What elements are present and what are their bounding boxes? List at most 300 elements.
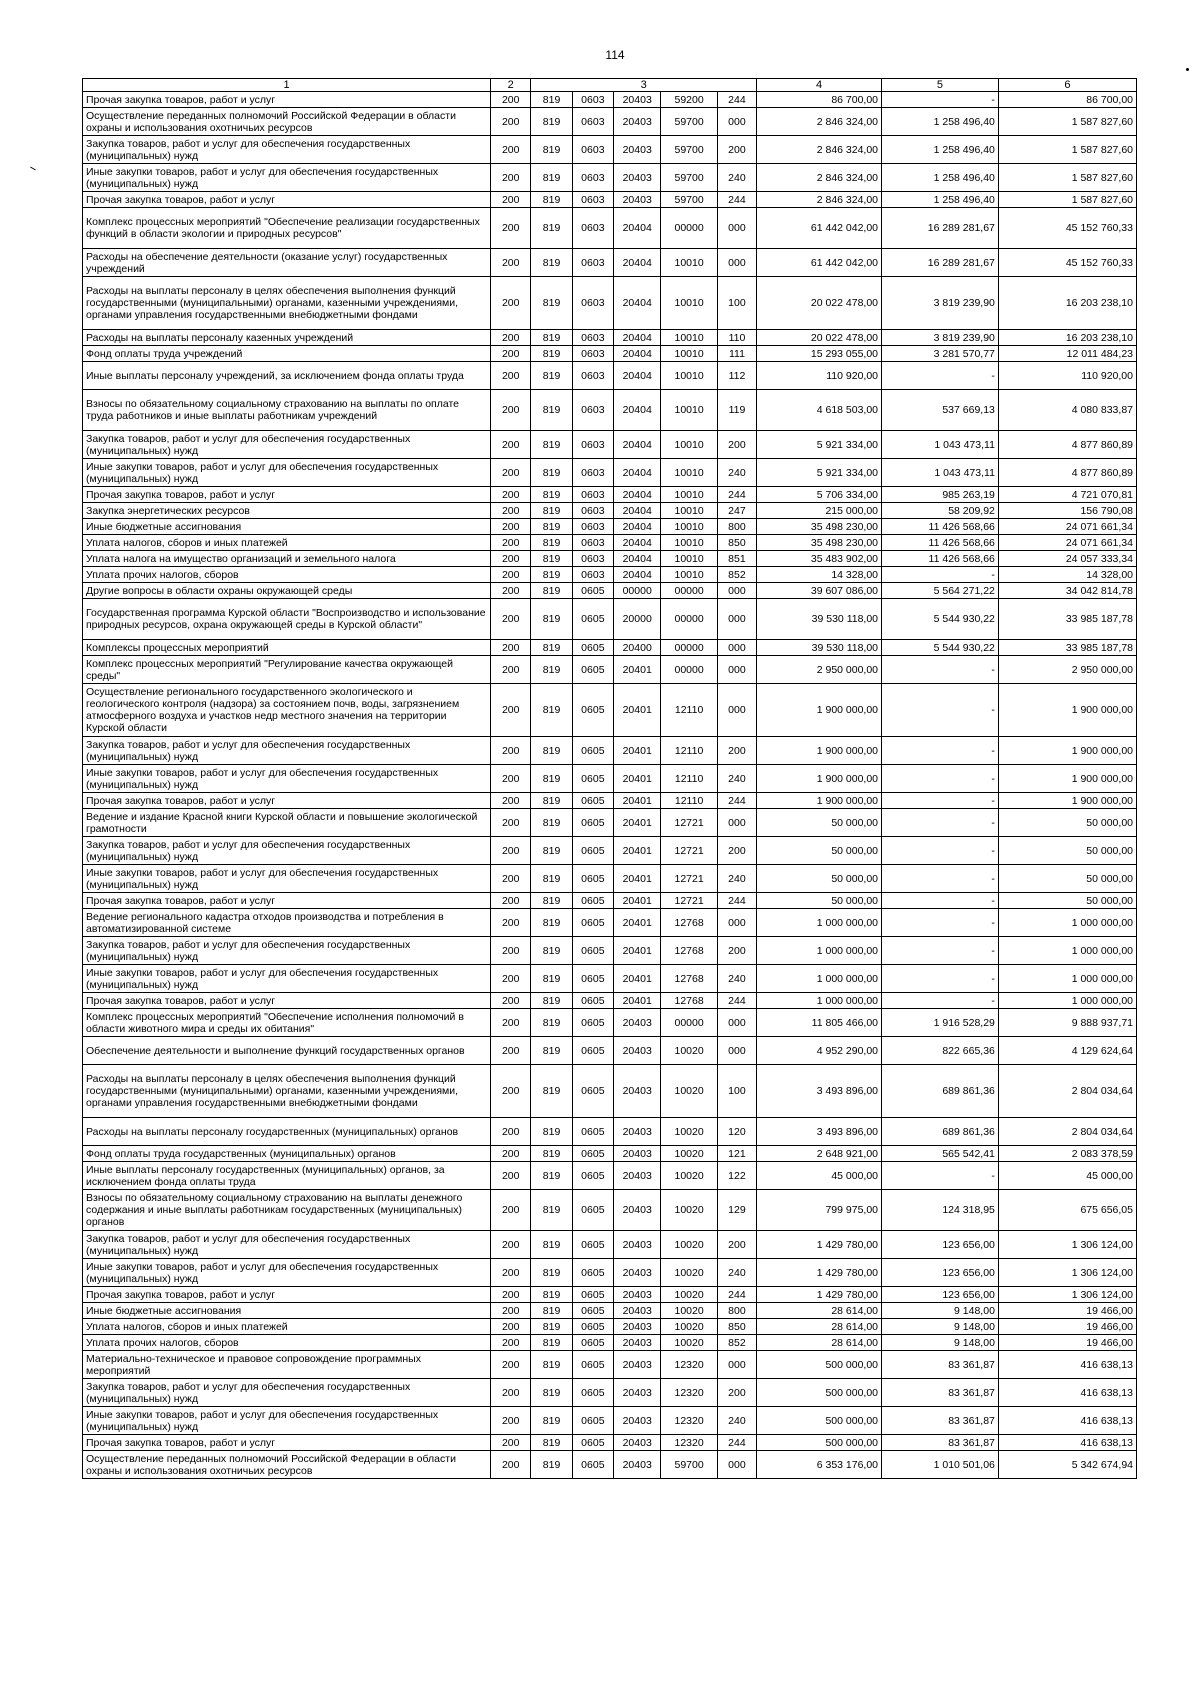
row-code-section: 0603: [572, 431, 613, 459]
row-code-direction: 12768: [661, 937, 717, 965]
row-code-direction: 10010: [661, 431, 717, 459]
row-value-5: -: [882, 92, 999, 108]
row-value-4: 500 000,00: [757, 1435, 882, 1451]
row-value-4: 2 846 324,00: [757, 108, 882, 136]
row-code-direction: 10020: [661, 1037, 717, 1065]
row-code-program: 20403: [614, 1009, 661, 1037]
table-row: [83, 1379, 1137, 1407]
row-value-6: 156 790,08: [998, 503, 1136, 519]
row-code-program: 20403: [614, 1379, 661, 1407]
row-code-type: 200: [717, 737, 756, 765]
row-code-ministry: 819: [531, 192, 572, 208]
row-code-program: 20401: [614, 684, 661, 737]
row-code-section: 0605: [572, 656, 613, 684]
row-code-2: 200: [491, 640, 531, 656]
row-value-5: 83 361,87: [882, 1351, 999, 1379]
row-code-direction: 12768: [661, 965, 717, 993]
row-code-section: 0605: [572, 1335, 613, 1351]
row-value-6: 33 985 187,78: [998, 599, 1136, 640]
row-value-6: 50 000,00: [998, 893, 1136, 909]
row-code-program: 20403: [614, 1118, 661, 1146]
row-code-2: 200: [491, 535, 531, 551]
row-value-4: 1 429 780,00: [757, 1231, 882, 1259]
row-code-program: 20401: [614, 656, 661, 684]
row-code-program: 20403: [614, 1162, 661, 1190]
row-code-2: 200: [491, 519, 531, 535]
row-code-program: 20401: [614, 837, 661, 865]
row-value-6: 33 985 187,78: [998, 640, 1136, 656]
row-value-4: 50 000,00: [757, 865, 882, 893]
row-value-5: 11 426 568,66: [882, 535, 999, 551]
row-code-program: 20403: [614, 1065, 661, 1118]
row-code-ministry: 819: [531, 519, 572, 535]
row-code-direction: 10010: [661, 551, 717, 567]
header-col-4: 4: [757, 79, 882, 92]
row-code-program: 20404: [614, 535, 661, 551]
row-code-section: 0603: [572, 92, 613, 108]
row-name: Прочая закупка товаров, работ и услуг: [83, 793, 491, 809]
row-code-type: 852: [717, 1335, 756, 1351]
row-value-4: 50 000,00: [757, 893, 882, 909]
row-code-section: 0605: [572, 1037, 613, 1065]
row-value-4: 15 293 055,00: [757, 346, 882, 362]
row-code-type: 110: [717, 330, 756, 346]
row-code-ministry: 819: [531, 583, 572, 599]
row-code-2: 200: [491, 765, 531, 793]
table-row: [83, 330, 1137, 346]
table-row: [83, 503, 1137, 519]
row-code-type: 244: [717, 893, 756, 909]
table-row: [83, 362, 1137, 390]
row-code-ministry: 819: [531, 865, 572, 893]
row-code-2: 200: [491, 192, 531, 208]
row-value-6: 2 804 034,64: [998, 1065, 1136, 1118]
row-code-type: 244: [717, 487, 756, 503]
row-code-section: 0605: [572, 809, 613, 837]
row-value-4: 2 846 324,00: [757, 192, 882, 208]
row-code-section: 0605: [572, 865, 613, 893]
row-value-6: 1 900 000,00: [998, 765, 1136, 793]
row-value-4: 6 353 176,00: [757, 1451, 882, 1479]
row-code-program: 20403: [614, 164, 661, 192]
row-value-5: 16 289 281,67: [882, 249, 999, 277]
row-value-5: -: [882, 656, 999, 684]
row-code-2: 200: [491, 108, 531, 136]
row-value-6: 4 129 624,64: [998, 1037, 1136, 1065]
row-code-direction: 00000: [661, 1009, 717, 1037]
row-value-4: 500 000,00: [757, 1379, 882, 1407]
row-code-section: 0603: [572, 277, 613, 330]
row-code-2: 200: [491, 1287, 531, 1303]
row-code-section: 0603: [572, 249, 613, 277]
table-row: [83, 837, 1137, 865]
row-value-4: 1 000 000,00: [757, 965, 882, 993]
row-code-ministry: 819: [531, 431, 572, 459]
table-row: [83, 656, 1137, 684]
row-name: Уплата налогов, сборов и иных платежей: [83, 535, 491, 551]
row-code-ministry: 819: [531, 1231, 572, 1259]
row-value-4: 1 900 000,00: [757, 765, 882, 793]
row-code-ministry: 819: [531, 1379, 572, 1407]
row-code-type: 000: [717, 108, 756, 136]
table-row: [83, 993, 1137, 1009]
row-name: Закупка товаров, работ и услуг для обеспечения государственных (муниципальных) нужд: [83, 937, 491, 965]
row-code-2: 200: [491, 1451, 531, 1479]
row-code-direction: 10010: [661, 567, 717, 583]
row-code-type: 100: [717, 1065, 756, 1118]
row-code-section: 0605: [572, 1319, 613, 1335]
row-name: Иные бюджетные ассигнования: [83, 519, 491, 535]
row-value-6: 50 000,00: [998, 865, 1136, 893]
row-value-4: 1 900 000,00: [757, 737, 882, 765]
row-code-program: 20404: [614, 346, 661, 362]
row-code-direction: 12320: [661, 1351, 717, 1379]
row-code-section: 0605: [572, 1231, 613, 1259]
row-code-ministry: 819: [531, 965, 572, 993]
row-name: Взносы по обязательному социальному страхованию на выплаты по оплате труда работников и иные выплаты работникам учреждений: [83, 390, 491, 431]
row-value-6: 416 638,13: [998, 1435, 1136, 1451]
row-value-5: 1 043 473,11: [882, 459, 999, 487]
table-row: [83, 1009, 1137, 1037]
row-value-5: -: [882, 893, 999, 909]
row-value-4: 35 498 230,00: [757, 519, 882, 535]
row-value-6: 12 011 484,23: [998, 346, 1136, 362]
row-code-direction: 12721: [661, 893, 717, 909]
row-code-program: 20000: [614, 599, 661, 640]
row-code-2: 200: [491, 362, 531, 390]
row-value-5: 537 669,13: [882, 390, 999, 431]
row-code-2: 200: [491, 459, 531, 487]
row-name: Иные закупки товаров, работ и услуг для обеспечения государственных (муниципальных) нужд: [83, 765, 491, 793]
row-code-ministry: 819: [531, 1435, 572, 1451]
row-code-direction: 12320: [661, 1407, 717, 1435]
table-row: [83, 277, 1137, 330]
row-code-section: 0603: [572, 567, 613, 583]
row-code-ministry: 819: [531, 164, 572, 192]
row-value-5: -: [882, 1162, 999, 1190]
row-value-6: 50 000,00: [998, 837, 1136, 865]
row-code-2: 200: [491, 993, 531, 1009]
table-row: [83, 937, 1137, 965]
row-code-type: 200: [717, 1231, 756, 1259]
row-code-direction: 10020: [661, 1231, 717, 1259]
row-code-ministry: 819: [531, 809, 572, 837]
row-value-6: 1 000 000,00: [998, 993, 1136, 1009]
row-code-section: 0605: [572, 684, 613, 737]
row-value-6: 2 083 378,59: [998, 1146, 1136, 1162]
row-code-section: 0603: [572, 519, 613, 535]
row-code-ministry: 819: [531, 837, 572, 865]
row-value-4: 500 000,00: [757, 1351, 882, 1379]
row-code-direction: 10020: [661, 1162, 717, 1190]
row-code-2: 200: [491, 583, 531, 599]
row-code-section: 0605: [572, 1379, 613, 1407]
row-code-2: 200: [491, 249, 531, 277]
row-value-6: 1 306 124,00: [998, 1259, 1136, 1287]
row-name: Взносы по обязательному социальному страхованию на выплаты денежного содержания и иные выплаты работникам государственных (муниципальных) органов: [83, 1190, 491, 1231]
row-value-6: 2 950 000,00: [998, 656, 1136, 684]
row-code-2: 200: [491, 793, 531, 809]
row-code-2: 200: [491, 1351, 531, 1379]
row-value-4: 4 952 290,00: [757, 1037, 882, 1065]
row-value-4: 39 530 118,00: [757, 599, 882, 640]
row-code-type: 200: [717, 937, 756, 965]
row-code-program: 20404: [614, 459, 661, 487]
row-value-4: 1 429 780,00: [757, 1287, 882, 1303]
row-value-4: 39 530 118,00: [757, 640, 882, 656]
row-code-direction: 10010: [661, 330, 717, 346]
row-code-program: 20403: [614, 1335, 661, 1351]
row-value-6: 5 342 674,94: [998, 1451, 1136, 1479]
row-code-section: 0605: [572, 737, 613, 765]
row-code-program: 20401: [614, 865, 661, 893]
row-value-4: 2 950 000,00: [757, 656, 882, 684]
row-code-direction: 10010: [661, 503, 717, 519]
row-code-section: 0605: [572, 1259, 613, 1287]
row-code-2: 200: [491, 503, 531, 519]
row-code-direction: 10020: [661, 1335, 717, 1351]
row-code-section: 0605: [572, 1118, 613, 1146]
table-row: [83, 1231, 1137, 1259]
row-value-6: 50 000,00: [998, 809, 1136, 837]
row-code-2: 200: [491, 656, 531, 684]
row-code-program: 20403: [614, 1231, 661, 1259]
row-value-4: 39 607 086,00: [757, 583, 882, 599]
row-code-type: 244: [717, 192, 756, 208]
row-name: Другие вопросы в области охраны окружающей среды: [83, 583, 491, 599]
row-value-5: -: [882, 684, 999, 737]
row-value-4: 500 000,00: [757, 1407, 882, 1435]
table-row: [83, 737, 1137, 765]
row-code-2: 200: [491, 909, 531, 937]
row-code-type: 000: [717, 909, 756, 937]
row-code-ministry: 819: [531, 487, 572, 503]
row-name: Иные бюджетные ассигнования: [83, 1303, 491, 1319]
row-code-2: 200: [491, 1379, 531, 1407]
row-code-direction: 12721: [661, 837, 717, 865]
row-code-direction: 10020: [661, 1118, 717, 1146]
row-code-section: 0605: [572, 583, 613, 599]
row-name: Фонд оплаты труда государственных (муниципальных) органов: [83, 1146, 491, 1162]
row-value-5: 1 258 496,40: [882, 108, 999, 136]
table-row: [83, 1435, 1137, 1451]
row-value-4: 1 000 000,00: [757, 937, 882, 965]
table-row: [83, 136, 1137, 164]
row-code-ministry: 819: [531, 993, 572, 1009]
row-code-direction: 12721: [661, 809, 717, 837]
table-row: [83, 567, 1137, 583]
row-code-ministry: 819: [531, 346, 572, 362]
table-row: [83, 765, 1137, 793]
row-value-4: 1 000 000,00: [757, 993, 882, 1009]
page-number: 114: [605, 48, 625, 62]
row-value-5: 822 665,36: [882, 1037, 999, 1065]
row-code-program: 20404: [614, 362, 661, 390]
row-code-direction: 59700: [661, 1451, 717, 1479]
row-code-2: 200: [491, 1037, 531, 1065]
row-code-program: 20403: [614, 1351, 661, 1379]
row-code-direction: 12768: [661, 993, 717, 1009]
table-row: [83, 487, 1137, 503]
row-code-type: 240: [717, 1407, 756, 1435]
row-code-direction: 12721: [661, 865, 717, 893]
row-value-6: 4 877 860,89: [998, 431, 1136, 459]
row-code-ministry: 819: [531, 208, 572, 249]
row-code-2: 200: [491, 1009, 531, 1037]
row-code-type: 120: [717, 1118, 756, 1146]
row-code-ministry: 819: [531, 92, 572, 108]
row-name: Закупка энергетических ресурсов: [83, 503, 491, 519]
row-code-direction: 10010: [661, 346, 717, 362]
table-row: [83, 1146, 1137, 1162]
row-value-6: 1 587 827,60: [998, 164, 1136, 192]
row-code-ministry: 819: [531, 1162, 572, 1190]
row-code-2: 200: [491, 431, 531, 459]
row-code-section: 0605: [572, 1146, 613, 1162]
row-code-2: 200: [491, 551, 531, 567]
row-code-2: 200: [491, 208, 531, 249]
row-value-4: 1 000 000,00: [757, 909, 882, 937]
row-code-section: 0605: [572, 937, 613, 965]
row-code-direction: 10010: [661, 535, 717, 551]
row-value-4: 20 022 478,00: [757, 330, 882, 346]
row-code-2: 200: [491, 1303, 531, 1319]
budget-table: [82, 78, 1137, 1479]
row-code-direction: 59200: [661, 92, 717, 108]
row-code-2: 200: [491, 1146, 531, 1162]
row-code-type: 244: [717, 993, 756, 1009]
header-col-5: 5: [882, 79, 999, 92]
row-name: Комплекс процессных мероприятий "Обеспечение реализации государственных функций в области экологии и природных ресурсов": [83, 208, 491, 249]
row-value-5: 1 916 528,29: [882, 1009, 999, 1037]
scan-speck: [1186, 68, 1189, 71]
row-code-2: 200: [491, 330, 531, 346]
row-code-section: 0603: [572, 551, 613, 567]
row-value-5: 5 544 930,22: [882, 599, 999, 640]
row-name: Иные закупки товаров, работ и услуг для обеспечения государственных (муниципальных) нужд: [83, 865, 491, 893]
row-value-6: 2 804 034,64: [998, 1118, 1136, 1146]
row-value-5: 9 148,00: [882, 1319, 999, 1335]
row-value-4: 110 920,00: [757, 362, 882, 390]
row-code-ministry: 819: [531, 1303, 572, 1319]
table-row: [83, 1287, 1137, 1303]
row-code-ministry: 819: [531, 937, 572, 965]
row-value-4: 5 921 334,00: [757, 431, 882, 459]
row-code-section: 0603: [572, 108, 613, 136]
table-row: [83, 1190, 1137, 1231]
row-value-4: 28 614,00: [757, 1303, 882, 1319]
row-code-section: 0605: [572, 837, 613, 865]
row-code-program: 20401: [614, 737, 661, 765]
row-value-6: 1 000 000,00: [998, 909, 1136, 937]
row-code-program: 20403: [614, 1407, 661, 1435]
row-code-ministry: 819: [531, 640, 572, 656]
row-name: Прочая закупка товаров, работ и услуг: [83, 1435, 491, 1451]
row-name: Закупка товаров, работ и услуг для обеспечения государственных (муниципальных) нужд: [83, 737, 491, 765]
row-value-6: 110 920,00: [998, 362, 1136, 390]
row-value-5: -: [882, 362, 999, 390]
row-code-program: 20404: [614, 390, 661, 431]
row-name: Прочая закупка товаров, работ и услуг: [83, 487, 491, 503]
row-name: Ведение регионального кадастра отходов производства и потребления в автоматизированной системе: [83, 909, 491, 937]
row-code-ministry: 819: [531, 390, 572, 431]
row-code-program: 20401: [614, 965, 661, 993]
row-name: Прочая закупка товаров, работ и услуг: [83, 1287, 491, 1303]
table-row: [83, 346, 1137, 362]
row-name: Иные выплаты персоналу учреждений, за исключением фонда оплаты труда: [83, 362, 491, 390]
row-code-direction: 10020: [661, 1146, 717, 1162]
row-code-section: 0603: [572, 362, 613, 390]
row-value-6: 16 203 238,10: [998, 330, 1136, 346]
row-value-6: 45 000,00: [998, 1162, 1136, 1190]
row-code-ministry: 819: [531, 1065, 572, 1118]
row-code-program: 20404: [614, 503, 661, 519]
row-value-6: 14 328,00: [998, 567, 1136, 583]
row-code-program: 20403: [614, 1146, 661, 1162]
row-value-4: 50 000,00: [757, 809, 882, 837]
row-code-program: 20404: [614, 330, 661, 346]
row-name: Закупка товаров, работ и услуг для обеспечения государственных (муниципальных) нужд: [83, 837, 491, 865]
table-row: [83, 1351, 1137, 1379]
table-row: [83, 519, 1137, 535]
row-name: Расходы на выплаты персоналу в целях обеспечения выполнения функций государственными (муниципальными) органами, казенными учреждениями, органами управления государственными внебюджетными фондами: [83, 1065, 491, 1118]
row-value-5: 5 544 930,22: [882, 640, 999, 656]
row-code-type: 200: [717, 1379, 756, 1407]
row-code-ministry: 819: [531, 503, 572, 519]
row-code-type: 112: [717, 362, 756, 390]
row-name: Иные закупки товаров, работ и услуг для обеспечения государственных (муниципальных) нужд: [83, 164, 491, 192]
row-code-type: 240: [717, 459, 756, 487]
row-code-type: 240: [717, 1259, 756, 1287]
row-name: Прочая закупка товаров, работ и услуг: [83, 893, 491, 909]
row-code-program: 20401: [614, 937, 661, 965]
row-value-4: 28 614,00: [757, 1319, 882, 1335]
row-value-4: 50 000,00: [757, 837, 882, 865]
row-code-2: 200: [491, 277, 531, 330]
row-value-5: 9 148,00: [882, 1303, 999, 1319]
row-code-direction: 12110: [661, 737, 717, 765]
table-row: [83, 1065, 1137, 1118]
row-code-ministry: 819: [531, 1335, 572, 1351]
row-code-2: 200: [491, 1319, 531, 1335]
row-value-5: 1 010 501,06: [882, 1451, 999, 1479]
row-code-section: 0605: [572, 1351, 613, 1379]
table-row: [83, 893, 1137, 909]
row-code-type: 850: [717, 535, 756, 551]
row-code-2: 200: [491, 965, 531, 993]
row-value-4: 1 900 000,00: [757, 793, 882, 809]
row-value-6: 19 466,00: [998, 1303, 1136, 1319]
row-value-5: -: [882, 765, 999, 793]
row-value-5: 1 258 496,40: [882, 136, 999, 164]
row-code-program: 20404: [614, 277, 661, 330]
row-code-ministry: 819: [531, 567, 572, 583]
row-code-section: 0605: [572, 1065, 613, 1118]
row-code-program: 20403: [614, 1259, 661, 1287]
row-code-ministry: 819: [531, 249, 572, 277]
row-code-type: 851: [717, 551, 756, 567]
row-code-section: 0605: [572, 765, 613, 793]
row-code-2: 200: [491, 865, 531, 893]
row-code-program: 20403: [614, 1037, 661, 1065]
row-value-4: 2 846 324,00: [757, 164, 882, 192]
row-code-direction: 10020: [661, 1319, 717, 1335]
row-code-2: 200: [491, 390, 531, 431]
row-code-direction: 59700: [661, 108, 717, 136]
row-code-ministry: 819: [531, 1190, 572, 1231]
row-code-type: 247: [717, 503, 756, 519]
row-code-section: 0605: [572, 993, 613, 1009]
